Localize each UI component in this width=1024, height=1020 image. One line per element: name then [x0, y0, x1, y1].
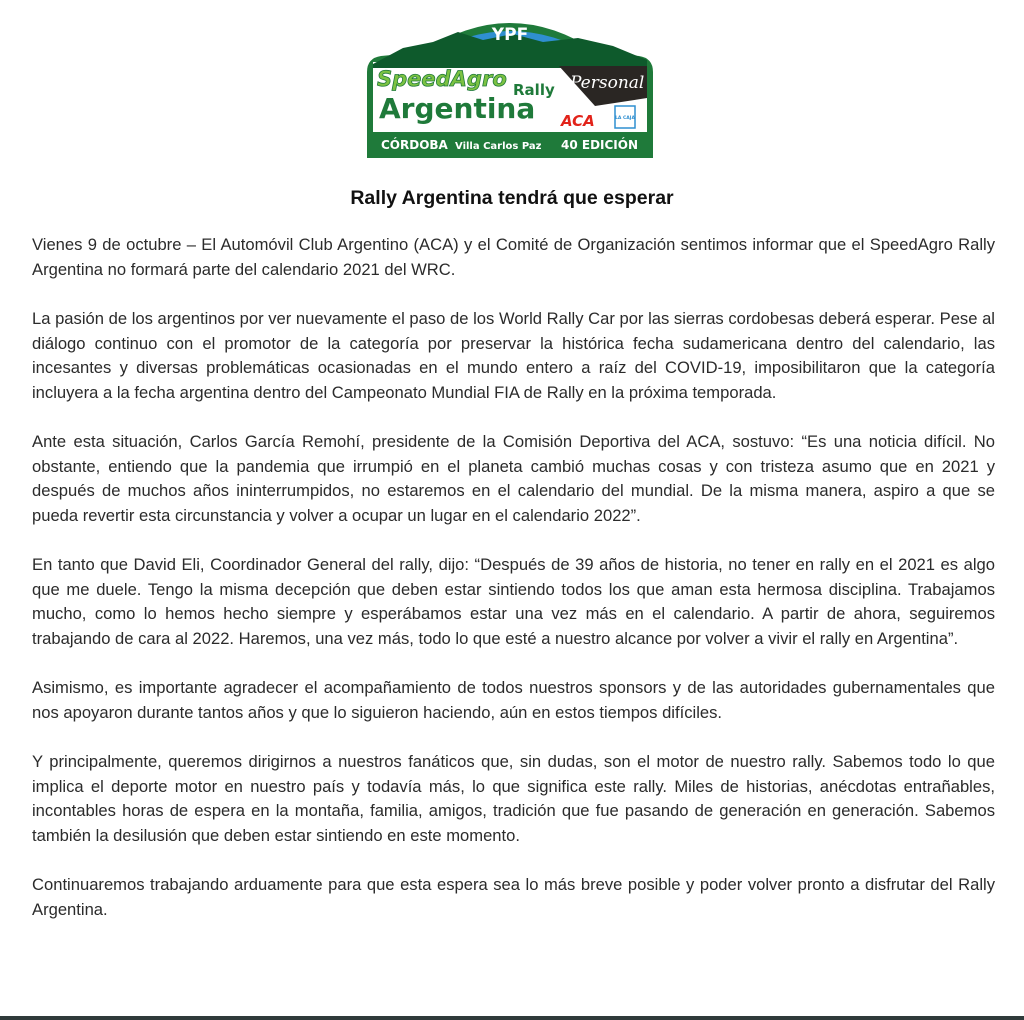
paragraph-intro: Vienes 9 de octubre – El Automóvil Club Argentino (ACA) y el Comité de Organización sentimos informar que el SpeedAgro Rally Argentina no formará parte del calendario 2021 del WRC.	[32, 235, 995, 279]
article-body	[32, 233, 995, 947]
ypf-logo-text: YPF	[491, 25, 529, 45]
argentina-text: Argentina	[379, 92, 536, 125]
paragraph-david-eli-quote: En tanto que David Eli, Coordinador General del rally, dijo: “Después de 39 años de historia, no tener en rally en el 2021 es algo que me duele. Tengo la misma decepción que deben estar sintiendo todos los que aman esta hermosa disciplina. Trabajamos mucho, como lo hemos hecho siempre y esperábamos estar una vez más en el calendario. A partir de ahora, seguiremos trabajando de cara al 2022. Haremos, una vez más, todo lo que esté a nuestro alcance por volver a vivir el rally en Argentina”.	[32, 555, 995, 648]
personal-logo-text: Personal	[570, 73, 645, 93]
rally-argentina-logo	[363, 2, 657, 160]
bottom-divider	[0, 1016, 1024, 1020]
article-title: Rally Argentina tendrá que esperar	[350, 187, 674, 209]
villa-carlos-paz-text: Villa Carlos Paz	[455, 141, 542, 152]
rally-text: Rally	[513, 81, 555, 99]
paragraph-fans: Y principalmente, queremos dirigirnos a nuestros fanáticos que, sin dudas, son el motor de nuestro rally. Sabemos todo lo que implica el deporte motor en nuestro país y todavía más, lo que significa este rally. Miles de historias, anécdotas entrañables, incontables horas de espera en la montaña, familia, amigos, tradición que fue pasando de generación en generación. Sabemos también la desilusión que deben estar sintiendo en este momento.	[32, 752, 995, 845]
speedagro-text: SpeedAgro	[377, 67, 507, 91]
paragraph-passion: La pasión de los argentinos por ver nuevamente el paso de los World Rally Car por las sierras cordobesas deberá esperar. Pese al diálogo continuo con el promotor de la categoría por preservar la histórica fecha sudamericana dentro del calendario, las incesantes y diversas problemáticas ocasionadas en el mundo entero a raíz del COVID-19, imposibilitaron que la categoría incluyera a la fecha argentina dentro del Campeonato Mundial FIA de Rally en la próxima temporada.	[32, 309, 995, 402]
paragraph-sponsors: Asimismo, es importante agradecer el acompañamiento de todos nuestros sponsors y de las autoridades gubernamentales que nos apoyaron durante tantos años y que lo siguieron haciendo, aún en estos tiempos difíciles.	[32, 678, 995, 722]
paragraph-garcia-remohi-quote: Ante esta situación, Carlos García Remohí, presidente de la Comisión Deportiva del ACA, sostuvo: “Es una noticia difícil. No obstante, entiendo que la pandemia que irrumpió en el planeta cambió muchas cosas y con tristeza asumo que en 2021 y después de muchos años ininterrumpidos, no estaremos en el calendario del mundial. De la misma manera, aspiro a que se pueda revertir esta circunstancia y volver a ocupar un lugar en el calendario 2022”.	[32, 432, 995, 525]
edition-text: 40 EDICIÓN	[561, 138, 639, 152]
aca-logo-text: ACA	[561, 112, 595, 130]
cordoba-text: CÓRDOBA	[381, 138, 448, 152]
paragraph-closing: Continuaremos trabajando arduamente para que esta espera sea lo más breve posible y poder volver pronto a disfrutar del Rally Argentina.	[32, 875, 995, 919]
la-caja-logo-text: LA CAJA	[615, 116, 635, 121]
